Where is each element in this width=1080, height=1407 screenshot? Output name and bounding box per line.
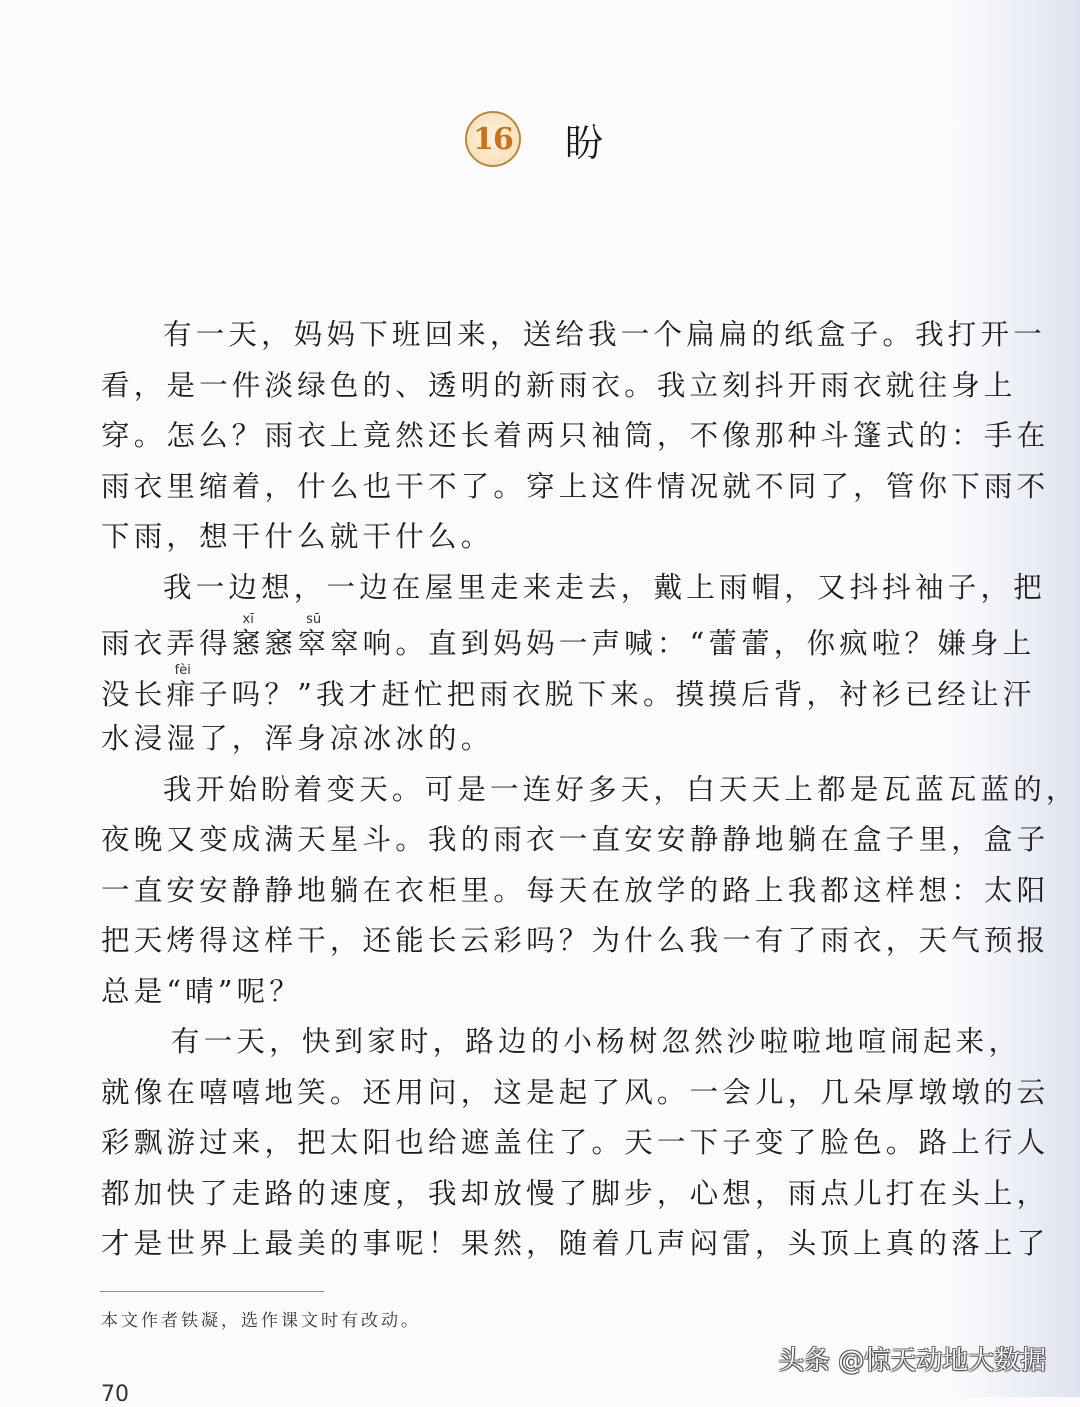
watermark: 头条 @惊天动地大数据: [778, 1346, 1047, 1376]
text-line: 我开始盼着变天。可是一连好多天，白天天上都是瓦蓝瓦蓝的，: [163, 772, 1079, 806]
text-segment: 没长: [101, 677, 167, 711]
text-line: 把天烤得这样干，还能长云彩吗？为什么我一有了雨衣，天气预报: [101, 924, 1050, 957]
lesson-number-badge: [465, 111, 521, 167]
text-line: 都加快了走路的速度，我却放慢了脚步，心想，雨点儿打在头上，: [101, 1176, 1050, 1210]
text-segment: 子吗？”我才赶忙把雨衣脱下来。摸摸后背，衬衫已经让汗: [199, 677, 1036, 711]
text-line: 有一天，妈妈下班回来，送给我一个扁扁的纸盒子。我打开一: [163, 318, 1046, 351]
text-line: 就像在嘻嘻地笑。还用问，这是起了风。一会儿，几朵厚墩墩的云: [101, 1075, 1050, 1109]
text-line: 一直安安静静地躺在衣柜里。每天在放学的路上我都这样想：太阳: [101, 873, 1050, 907]
text-line: 看，是一件淡绿色的、透明的新雨衣。我立刻抖开雨衣就往身上: [101, 368, 1017, 402]
lesson-number: 16: [473, 121, 513, 157]
text-line: 夜晚又变成满天星斗。我的雨衣一直安安静静地躺在盒子里，盒子: [101, 823, 1050, 856]
pinyin-annotated-char: 窸xī: [231, 612, 265, 660]
text-segment: 雨衣弄得: [101, 627, 232, 660]
pinyin: fèi: [166, 662, 200, 678]
pinyin-annotated-char: 窣: [329, 627, 363, 660]
text-line: 总是“晴”呢？: [101, 974, 303, 1008]
text-line: 我一边想，一边在屋里走来走去，戴上雨帽，又抖抖袖子，把: [163, 570, 1046, 604]
text-segment: 响。直到妈妈一声喊：“蕾蕾，你疯啦？嫌身上: [362, 627, 1036, 660]
page-number: 70: [101, 1382, 129, 1407]
text-line: 水浸湿了，浑身凉冰冰的。: [101, 722, 494, 755]
footnote: 本文作者铁凝，选作课文时有改动。: [101, 1311, 421, 1331]
text-line-with-pinyin: [101, 664, 1035, 714]
pinyin-annotated-char: 窸: [264, 627, 298, 660]
pinyin-annotated-char: 痱fèi: [166, 662, 200, 711]
pinyin: xī: [231, 612, 265, 627]
text-line: 有一天，快到家时，路边的小杨树忽然沙啦啦地喧闹起来，: [171, 1025, 1022, 1058]
text-line: 穿。怎么？雨衣上竟然还长着两只袖筒，不像那种斗篷式的：手在: [101, 419, 1050, 452]
text-line-with-pinyin: [101, 613, 1035, 663]
pinyin-annotated-char: 窣sū: [297, 612, 330, 660]
lesson-header: [465, 108, 603, 170]
text-line: 才是世界上最美的事呢！果然，随着几声闷雷，头顶上真的落上了: [101, 1227, 1050, 1260]
pinyin: sū: [297, 612, 330, 627]
text-line: 下雨，想干什么就干什么。: [101, 520, 494, 553]
lesson-title: 盼: [565, 120, 604, 165]
text-line: 彩飘游过来，把太阳也给遮盖住了。天一下子变了脸色。路上行人: [101, 1126, 1050, 1159]
footnote-divider: [100, 1291, 324, 1292]
text-line: 雨衣里缩着，什么也干不了。穿上这件情况就不同了，管你下雨不: [101, 469, 1050, 503]
